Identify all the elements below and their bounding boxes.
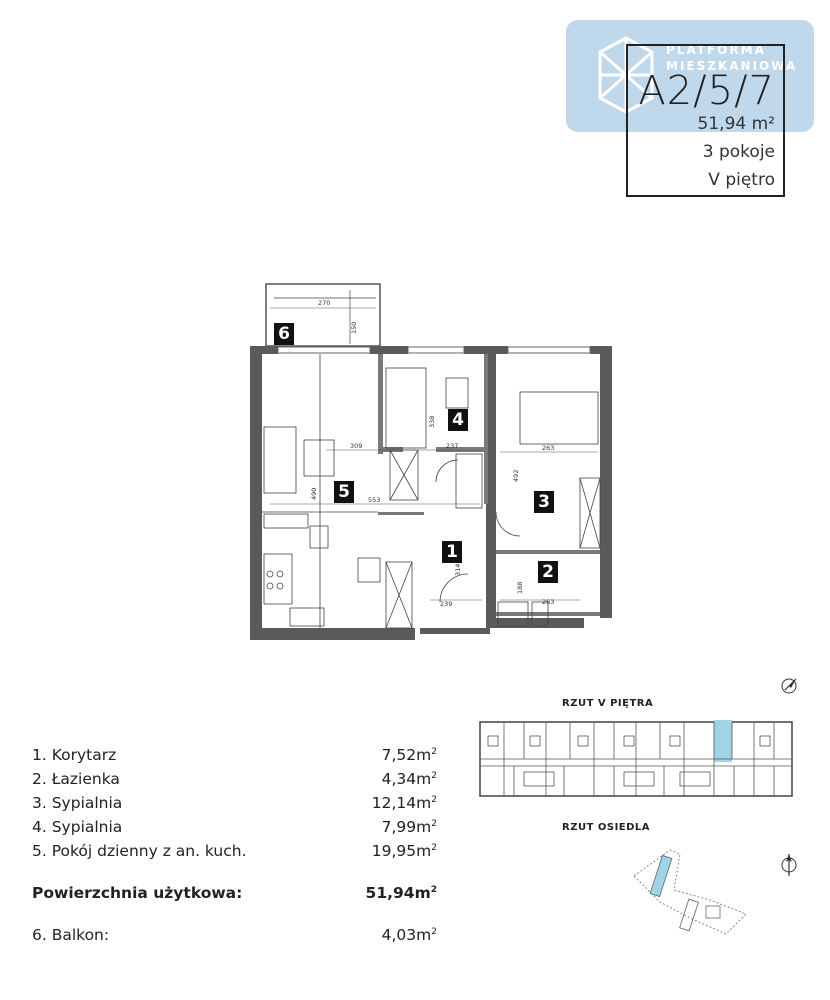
dim-314: 314 [454,563,462,576]
room-row [32,794,447,818]
dim-553: 553 [368,496,381,504]
estate-key-plan [630,842,760,942]
dim-188: 188 [516,581,524,594]
balcony-row [32,926,447,950]
room-tag-4: 4 [448,409,468,431]
balcony-area: $4,03m^2$ [381,926,437,944]
total-area-label: Powierzchnia użytkowa: [32,884,243,902]
room-name: 4. Sypialnia [32,818,123,836]
room-tag-1: 1 [442,541,462,563]
watermark-line1: PLATFORMA [666,43,766,57]
apartment-area: 51,94 m² [697,114,775,134]
dim-338: 338 [428,415,436,428]
dim-239: 239 [440,600,453,608]
apartment-highlight [714,720,732,762]
room-name: 3. Sypialnia [32,794,123,812]
dim-263-bottom: 263 [542,598,555,606]
room-name: 2. Łazienka [32,770,120,788]
windows [278,347,590,353]
floor-key-plan [474,714,798,804]
apartment-code: A2/5/7 [638,68,775,114]
floor-plan-caption: RZUT V PIĘTRA [562,698,654,709]
apartment-floor: V piętro [708,170,775,190]
room-tag-6: 6 [274,323,294,345]
room-area: $7,52m^2$ [381,746,437,764]
balcony-name: 6. Balkon: [32,926,110,944]
dim-balcony-depth: 150 [350,321,358,334]
room-row [32,818,447,842]
floor-plan [250,282,620,642]
dim-balcony-width: 270 [318,299,331,307]
compass-floor-icon [778,675,800,697]
dimension-lines [270,308,598,600]
room-area: $19,95m^2$ [371,842,437,860]
dim-237: 237 [446,442,459,450]
room-area: $12,14m^2$ [371,794,437,812]
dim-490: 490 [310,487,318,500]
watermark-line2: MIESZKANIOWA [666,59,798,73]
dim-492: 492 [512,469,520,482]
compass-estate-icon [778,852,800,878]
room-area: $4,34m^2$ [381,770,437,788]
room-area: $7,99m^2$ [381,818,437,836]
room-row [32,770,447,794]
total-area-value: $51,94m^2$ [365,884,437,902]
room-name: 1. Korytarz [32,746,117,764]
room-tag-2: 2 [538,561,558,583]
walls [250,346,612,640]
room-name: 5. Pokój dzienny z an. kuch. [32,842,247,860]
estate-plan-caption: RZUT OSIEDLA [562,822,651,833]
room-row [32,842,447,866]
dim-263-top: 263 [542,444,555,452]
room-tag-5: 5 [334,481,354,503]
room-tag-3: 3 [534,491,554,513]
total-area-row [32,884,447,908]
dim-309: 309 [350,442,363,450]
apartment-rooms: 3 pokoje [702,142,775,162]
room-row [32,746,447,770]
apartment-info-box [626,44,785,197]
room-list [32,746,447,950]
